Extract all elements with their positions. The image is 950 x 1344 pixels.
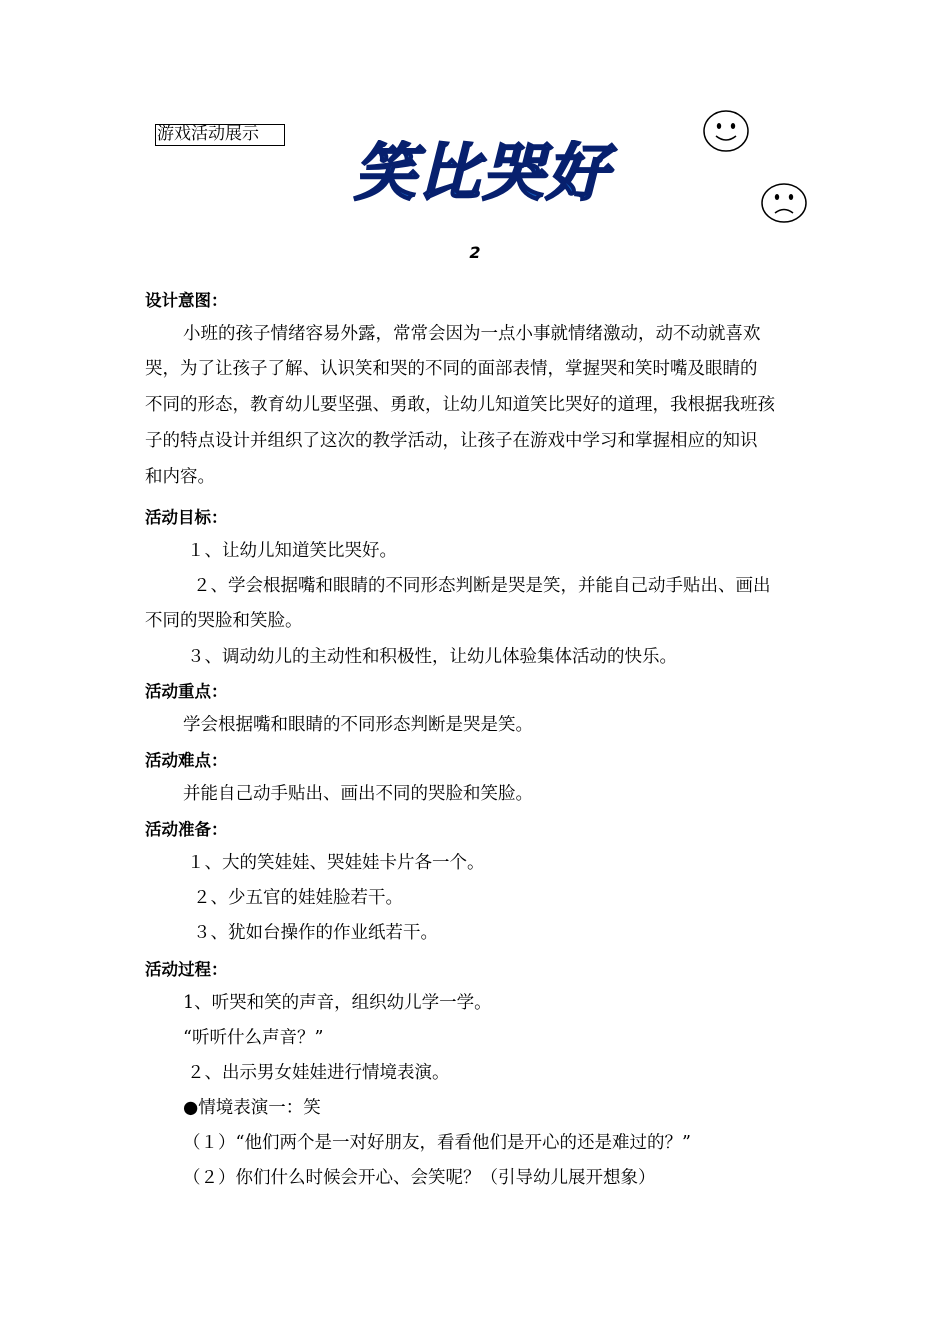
section-heading-preparation: 活动准备： bbox=[145, 820, 228, 839]
paragraph-line: 和内容。 bbox=[145, 467, 215, 487]
preparation-item-3: ３、犹如台操作的作业纸若干。 bbox=[193, 923, 438, 943]
section-heading-process: 活动过程： bbox=[145, 960, 228, 979]
question-2: （２）你们什么时候会开心、会笑呢？（引导幼儿展开想象） bbox=[183, 1168, 656, 1188]
section-heading-design-intent: 设计意图： bbox=[145, 291, 228, 310]
section-heading-key-point: 活动重点： bbox=[145, 682, 228, 701]
section-heading-difficulty: 活动难点： bbox=[145, 751, 228, 770]
paragraph-line: 子的特点设计并组织了这次的教学活动，让孩子在游戏中学习和掌握相应的知识 bbox=[145, 431, 758, 451]
activity-type-box: 游戏活动展示 bbox=[155, 124, 285, 146]
goal-item-2: ２、学会根据嘴和眼睛的不同形态判断是哭是笑，并能自己动手贴出、画出 bbox=[193, 576, 771, 596]
process-quote: “听听什么声音？” bbox=[183, 1028, 324, 1048]
sad-face-icon bbox=[760, 182, 808, 224]
title-text: 笑比哭好 bbox=[353, 140, 611, 209]
smiley-face-icon bbox=[702, 108, 750, 154]
preparation-item-2: ２、少五官的娃娃脸若干。 bbox=[193, 888, 403, 908]
goal-item-2-continued: 不同的哭脸和笑脸。 bbox=[145, 611, 303, 631]
process-step-2: ２、出示男女娃娃进行情境表演。 bbox=[187, 1063, 450, 1083]
paragraph-line: 小班的孩子情绪容易外露，常常会因为一点小事就情绪激动，动不动就喜欢 bbox=[183, 324, 761, 344]
preparation-item-1: １、大的笑娃娃、哭娃娃卡片各一个。 bbox=[187, 853, 485, 873]
title-wordart bbox=[322, 140, 642, 222]
difficulty-text: 并能自己动手贴出、画出不同的哭脸和笑脸。 bbox=[183, 784, 533, 804]
section-heading-goals: 活动目标： bbox=[145, 508, 228, 527]
question-1: （１）“他们两个是一对好朋友，看看他们是开心的还是难过的？” bbox=[183, 1133, 691, 1153]
goal-item-1: １、让幼儿知道笑比哭好。 bbox=[187, 541, 397, 561]
page-number: 2 bbox=[469, 243, 481, 262]
key-point-text: 学会根据嘴和眼睛的不同形态判断是哭是笑。 bbox=[183, 715, 533, 735]
goal-item-3: ３、调动幼儿的主动性和积极性，让幼儿体验集体活动的快乐。 bbox=[187, 647, 677, 667]
paragraph-line: 不同的形态，教育幼儿要坚强、勇敢，让幼儿知道笑比哭好的道理，我根据我班孩 bbox=[145, 395, 775, 415]
scene-heading: ●情境表演一：笑 bbox=[183, 1098, 321, 1118]
paragraph-line: 哭，为了让孩子了解、认识笑和哭的不同的面部表情，掌握哭和笑时嘴及眼睛的 bbox=[145, 359, 758, 379]
process-step-1: 1、听哭和笑的声音，组织幼儿学一学。 bbox=[183, 993, 492, 1013]
